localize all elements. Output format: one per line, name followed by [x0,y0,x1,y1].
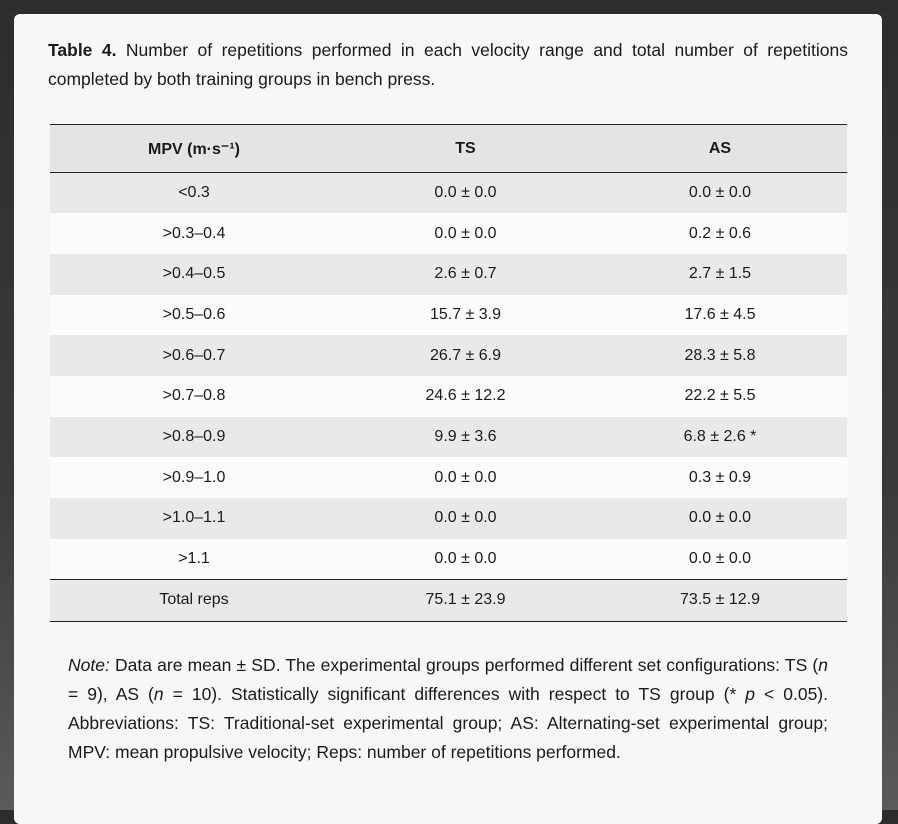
repetitions-table [50,124,847,622]
note-text-4: < 0.05). Abbreviations: TS: Traditional-set experimental group; AS: Alternating-set experimental group; MPV: mean propulsive velocity; Reps: number of repetitions performed. [68,684,828,762]
header-mpv: MPV (m·s⁻¹) [148,140,240,158]
cell-mpv: >1.1 [178,549,210,567]
total-label: Total reps [159,591,229,609]
cell-as: 6.8 ± 2.6 * [683,427,757,445]
note-text-1: Data are mean ± SD. The experimental groups performed different set configurations: TS ( [109,655,819,675]
table-note [68,651,828,767]
table-caption [48,36,848,94]
header-ts: TS [455,139,476,157]
table-row [50,417,847,458]
cell-mpv: <0.3 [178,184,210,202]
cell-as: 0.0 ± 0.0 [688,184,752,202]
header-as: AS [708,139,732,157]
table-header-row [50,125,847,173]
cell-ts: 0.0 ± 0.0 [434,509,497,527]
table-row [50,457,847,498]
table-row [50,254,847,295]
cell-ts: 9.9 ± 3.6 [434,427,497,445]
cell-ts: 26.7 ± 6.9 [429,346,502,364]
cell-mpv: >0.8–0.9 [162,427,226,445]
cell-mpv: >0.9–1.0 [162,468,226,486]
table-row [50,173,847,214]
table-row [50,539,847,580]
cell-mpv: >0.3–0.4 [162,224,226,242]
paper-page [14,14,882,824]
total-ts: 75.1 ± 23.9 [425,591,506,609]
cell-mpv: >0.5–0.6 [162,305,226,323]
table-total-row [50,579,847,621]
cell-as: 0.0 ± 0.0 [688,509,752,527]
cell-ts: 24.6 ± 12.2 [425,387,506,405]
cell-ts: 15.7 ± 3.9 [429,305,502,323]
note-label: Note: [68,655,110,675]
cell-as: 0.0 ± 0.0 [688,549,752,567]
cell-ts: 2.6 ± 0.7 [434,265,497,283]
note-n-1: n [818,655,828,675]
table-row [50,295,847,336]
cell-ts: 0.0 ± 0.0 [434,549,497,567]
note-text-2: = 9), AS ( [68,684,154,704]
note-text-3: = 10). Statistically significant differences with respect to TS group (* [163,684,746,704]
cell-ts: 0.0 ± 0.0 [434,224,497,242]
table-row [50,335,847,376]
cell-as: 0.3 ± 0.9 [688,468,752,486]
cell-as: 17.6 ± 4.5 [684,305,756,323]
total-as: 73.5 ± 12.9 [680,591,760,609]
cell-as: 2.7 ± 1.5 [688,265,752,283]
table-caption-label: Table 4. [48,40,117,60]
cell-as: 0.2 ± 0.6 [688,224,752,242]
cell-ts: 0.0 ± 0.0 [434,184,497,202]
cell-as: 28.3 ± 5.8 [684,346,756,364]
table-caption-text: Number of repetitions performed in each velocity range and total number of repetitions completed by both training groups in bench press. [48,40,848,89]
cell-ts: 0.0 ± 0.0 [434,468,497,486]
table-row [50,498,847,539]
note-p: p [745,684,755,704]
cell-mpv: >0.6–0.7 [162,346,226,364]
cell-mpv: >0.7–0.8 [162,387,226,405]
table-row [50,376,847,417]
cell-mpv: >0.4–0.5 [162,265,226,283]
cell-mpv: >1.0–1.1 [162,509,226,527]
table-row [50,213,847,254]
cell-as: 22.2 ± 5.5 [684,387,756,405]
note-n-2: n [153,684,164,704]
